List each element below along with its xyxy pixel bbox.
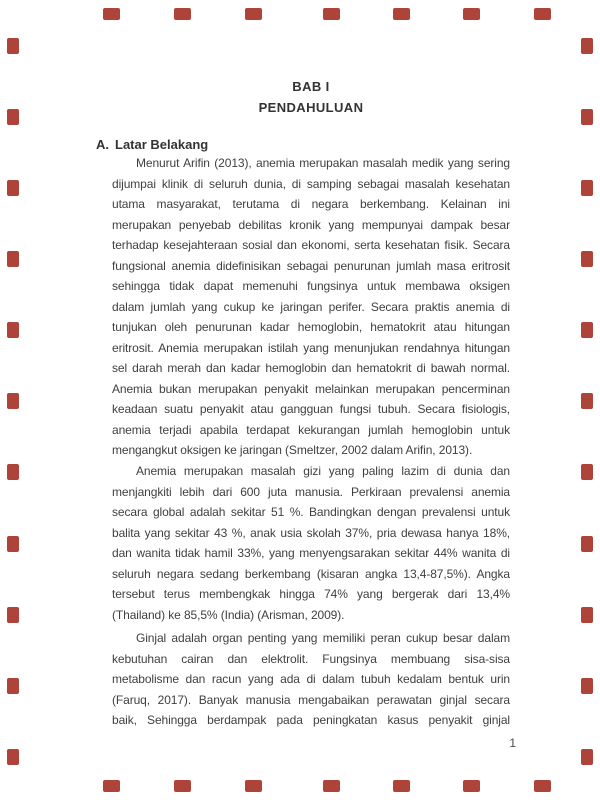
text-line: (Faruq, 2017). Banyak manusia mengabaikan perawatan ginjal secara bbox=[112, 692, 510, 707]
text-line: utama masyarakat, terutama di negara berkembang. Kelainan ini bbox=[112, 197, 510, 211]
watermark-mark bbox=[7, 109, 19, 125]
text-line: dijumpai klinik di seluruh dunia, di samping sebagai masalah kesehatan bbox=[112, 176, 510, 191]
text-line: anemia terjadi apabila terdapat kekurangan jumlah hemoglobin untuk bbox=[112, 422, 510, 437]
text-line: Anemia merupakan masalah gizi yang paling lazim di dunia dan bbox=[136, 464, 510, 478]
text-line: eritrosit. Anemia merupakan istilah yang menunjukan rendahnya hitungan bbox=[112, 340, 510, 355]
watermark-mark bbox=[581, 536, 593, 552]
watermark-mark bbox=[581, 678, 593, 694]
watermark-mark bbox=[581, 38, 593, 54]
watermark-mark bbox=[581, 322, 593, 338]
text-line: menjangkiti lebih dari 600 juta manusia. Perkiraan prevalensi anemia bbox=[112, 484, 510, 499]
page-content bbox=[96, 0, 516, 800]
watermark-mark bbox=[7, 393, 19, 409]
text-line: merupakan penyebab debilitas kronik yang mempunyai dampak besar bbox=[112, 217, 510, 232]
section-heading-text: Latar Belakang bbox=[115, 137, 209, 152]
text-line: dalam jumlah yang cukup ke jaringan perifer. Secara praktis anemia di bbox=[112, 299, 510, 314]
text-line: fungsional anemia didefinisikan sebagai penurunan jumlah masa eritrosit bbox=[112, 258, 510, 273]
watermark-mark bbox=[7, 464, 19, 480]
paragraph bbox=[112, 153, 510, 461]
watermark-mark bbox=[7, 607, 19, 623]
page-number: 1 bbox=[509, 736, 516, 750]
text-line: tersebut terus membengkak hingga 74% yang bergerak dari 13,4% bbox=[112, 587, 510, 601]
watermark-mark bbox=[581, 393, 593, 409]
text-line: secara global adalah sekitar 51 %. Bandingkan dengan prevalensi untuk bbox=[112, 505, 510, 519]
page-title: PENDAHULUAN bbox=[258, 100, 364, 115]
paragraph bbox=[112, 461, 510, 625]
text-line: sel darah merah dan kadar hemoglobin dan hematokrit di bawah normal. bbox=[112, 361, 510, 375]
watermark-mark bbox=[7, 749, 19, 765]
text-line: terhadap kesejahteraan sosial dan ekonomi, serta kesehatan fisik. Secara bbox=[112, 238, 510, 252]
text-line: Menurut Arifin (2013), anemia merupakan masalah medik yang sering bbox=[136, 156, 510, 170]
text-line: metabolisme dan racun yang ada di dalam tubuh kedalam bentuk urin bbox=[112, 672, 510, 686]
watermark-mark bbox=[581, 464, 593, 480]
watermark-mark bbox=[7, 322, 19, 338]
text-line: dan wanita tidak hamil 33%, yang menyengsarakan sekitar 44% wanita di bbox=[112, 546, 510, 560]
text-line: Anemia bukan merupakan penyakit melainkan merupakan pencerminan bbox=[112, 381, 510, 396]
watermark-mark bbox=[581, 180, 593, 196]
section-heading bbox=[96, 137, 208, 152]
watermark-mark bbox=[534, 8, 551, 20]
paragraph bbox=[112, 628, 510, 731]
watermark-mark bbox=[581, 607, 593, 623]
text-line: kebutuhan cairan dan elektrolit. Fungsinya membuang sisa-sisa bbox=[112, 651, 510, 666]
text-line: (Thailand) ke 85,5% (India) (Arisman, 2009). bbox=[112, 607, 345, 622]
chapter-title: BAB I bbox=[292, 79, 330, 94]
watermark-mark bbox=[7, 38, 19, 54]
text-line: keadaan suatu penyakit atau gangguan fungsi tubuh. Secara fisiologis, bbox=[112, 402, 510, 416]
text-line: balita yang sekitar 43 %, anak usia skolah 37%, pria dewasa hanya 18%, bbox=[112, 525, 510, 540]
text-line: sehingga tidak dapat memenuhi fungsinya untuk membawa oksigen bbox=[112, 279, 510, 293]
watermark-mark bbox=[581, 109, 593, 125]
watermark-mark bbox=[581, 749, 593, 765]
text-line: baik, Sehingga berdampak pada peningkatan kasus penyakit ginjal bbox=[112, 713, 510, 727]
watermark-mark bbox=[7, 251, 19, 267]
text-line: tunjukan oleh penurunan kadar hemoglobin, hematokrit atau hitungan bbox=[112, 320, 510, 334]
watermark-mark bbox=[7, 678, 19, 694]
watermark-mark bbox=[7, 180, 19, 196]
watermark-mark bbox=[534, 780, 551, 792]
section-heading-label: A. bbox=[96, 137, 109, 152]
text-line: seluruh negara sedang berkembang (kisaran angka 13,4-87,5%). Angka bbox=[112, 566, 510, 581]
watermark-mark bbox=[581, 251, 593, 267]
text-line: Ginjal adalah organ penting yang memiliki peran cukup besar dalam bbox=[136, 631, 510, 645]
watermark-mark bbox=[7, 536, 19, 552]
text-line: mengangkut oksigen ke jaringan (Smeltzer, 2002 dalam Arifin, 2013). bbox=[112, 443, 473, 457]
